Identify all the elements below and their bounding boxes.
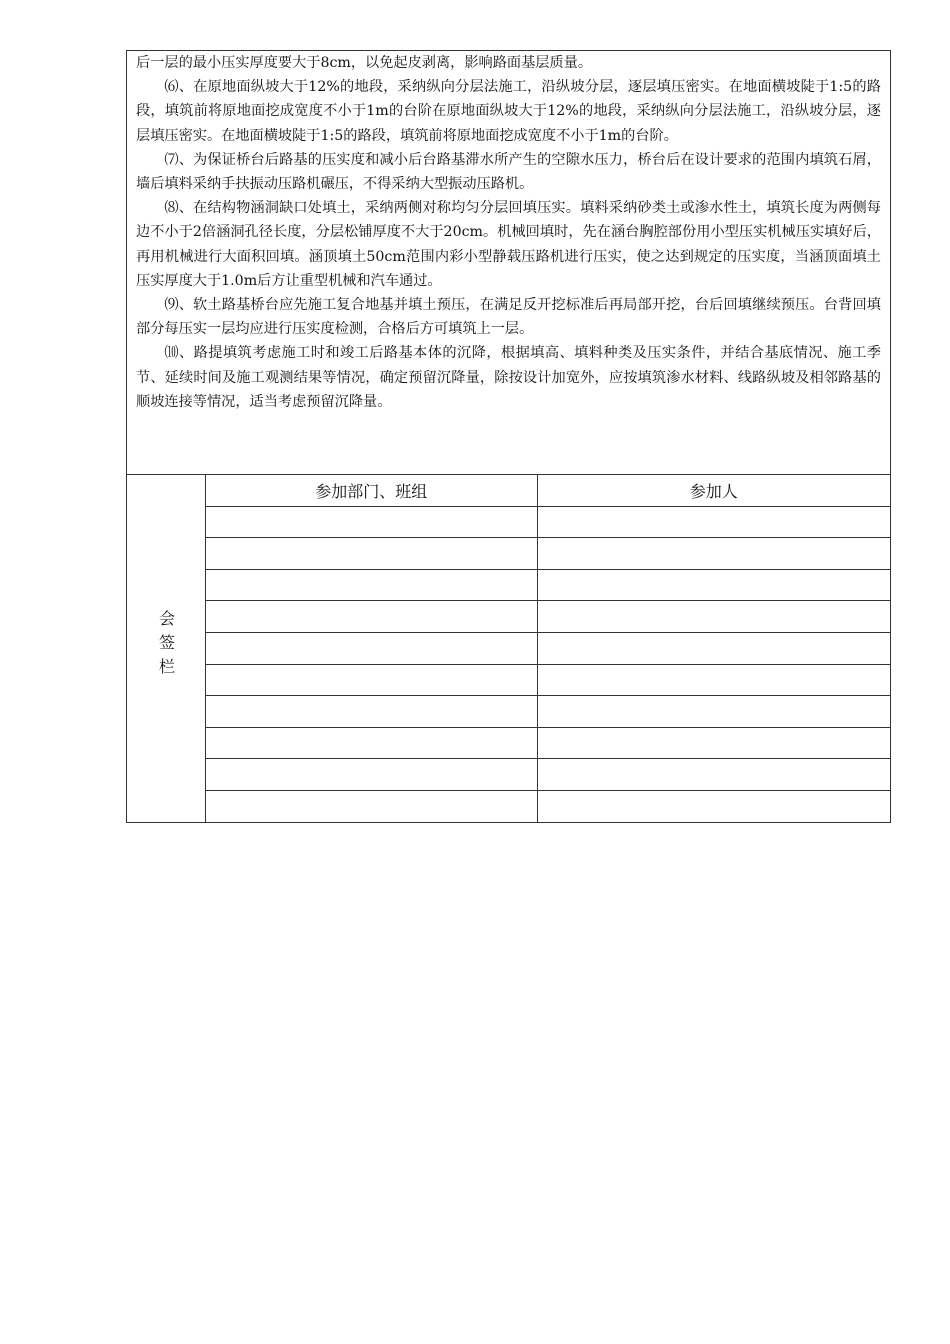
document-page	[126, 50, 891, 823]
table-row	[127, 601, 891, 633]
paragraph-6: ⑹、在原地面纵坡大于12%的地段，采纳纵向分层法施工，沿纵坡分层，逐层填压密实。在地面横坡陡于1:5的路段，填筑前将原地面挖成宽度不小于1m的台阶在原地面纵坡大于12%的地段，采纳纵向分层法施工，沿纵坡分层，逐层填压密实。在地面横坡陡于1:5的路段，填筑前将原地面挖成宽度不小于1m的台阶。	[136, 79, 881, 144]
content-box	[126, 50, 891, 474]
participant-cell[interactable]	[537, 696, 890, 728]
participant-cell[interactable]	[537, 538, 890, 570]
department-cell[interactable]	[206, 632, 537, 664]
table-row	[127, 759, 891, 791]
department-cell[interactable]	[206, 696, 537, 728]
participant-cell[interactable]	[537, 759, 890, 791]
paragraph-9: ⑼、软土路基桥台应先施工复合地基并填土预压，在满足反开挖标准后再局部开挖，台后回填继续预压。台背回填部分每压实一层均应进行压实度检测，合格后方可填筑上一层。	[136, 297, 881, 338]
participant-cell[interactable]	[537, 506, 890, 538]
header-participant: 参加人	[537, 475, 890, 507]
department-cell[interactable]	[206, 506, 537, 538]
paragraph-10: ⑽、路提填筑考虑施工时和竣工后路基本体的沉降，根据填高、填料种类及压实条件，并结合基底情况、施工季节、延续时间及施工观测结果等情况，确定预留沉降量，除按设计加宽外，应按填筑渗水材料、线路纵坡及相邻路基的顺坡连接等情况，适当考虑预留沉降量。	[136, 345, 881, 410]
department-cell[interactable]	[206, 569, 537, 601]
paragraph-8: ⑻、在结构物涵洞缺口处填土，采纳两侧对称均匀分层回填压实。填料采纳砂类土或渗水性土，填筑长度为两侧每边不小于2倍涵洞孔径长度，分层松铺厚度不大于20cm。机械回填时，先在涵台胸腔部份用小型压实机械压实填好后，再用机械进行大面积回填。涵顶填土50cm范围内彩小型静载压路机进行压实，使之达到规定的压实度，当涵顶面填土压实厚度大于1.0m后方让重型机械和汽车通过。	[136, 200, 881, 289]
header-department: 参加部门、班组	[206, 475, 537, 507]
table-header-row	[127, 475, 891, 507]
table-row	[127, 727, 891, 759]
department-cell[interactable]	[206, 664, 537, 696]
participant-cell[interactable]	[537, 632, 890, 664]
department-cell[interactable]	[206, 538, 537, 570]
participant-cell[interactable]	[537, 790, 890, 822]
department-cell[interactable]	[206, 759, 537, 791]
participant-cell[interactable]	[537, 601, 890, 633]
table-row	[127, 569, 891, 601]
department-cell[interactable]	[206, 601, 537, 633]
sign-off-label-cell	[127, 475, 206, 823]
table-row	[127, 506, 891, 538]
table-row	[127, 632, 891, 664]
table-row	[127, 538, 891, 570]
department-cell[interactable]	[206, 727, 537, 759]
participant-cell[interactable]	[537, 664, 890, 696]
table-row	[127, 664, 891, 696]
paragraph-7: ⑺、为保证桥台后路基的压实度和减小后台路基滞水所产生的空隙水压力，桥台后在设计要求的范围内填筑石屑，墙后填料采纳手扶振动压路机碾压，不得采纳大型振动压路机。	[136, 151, 881, 193]
paragraph-continuation: 后一层的最小压实厚度要大于8cm，以免起皮剥离，影响路面基层质量。	[136, 55, 593, 71]
participant-cell[interactable]	[537, 727, 890, 759]
sign-off-table	[126, 474, 891, 823]
participant-cell[interactable]	[537, 569, 890, 601]
department-cell[interactable]	[206, 790, 537, 822]
sign-off-label: 会签栏	[156, 610, 176, 683]
table-row	[127, 790, 891, 822]
table-row	[127, 696, 891, 728]
